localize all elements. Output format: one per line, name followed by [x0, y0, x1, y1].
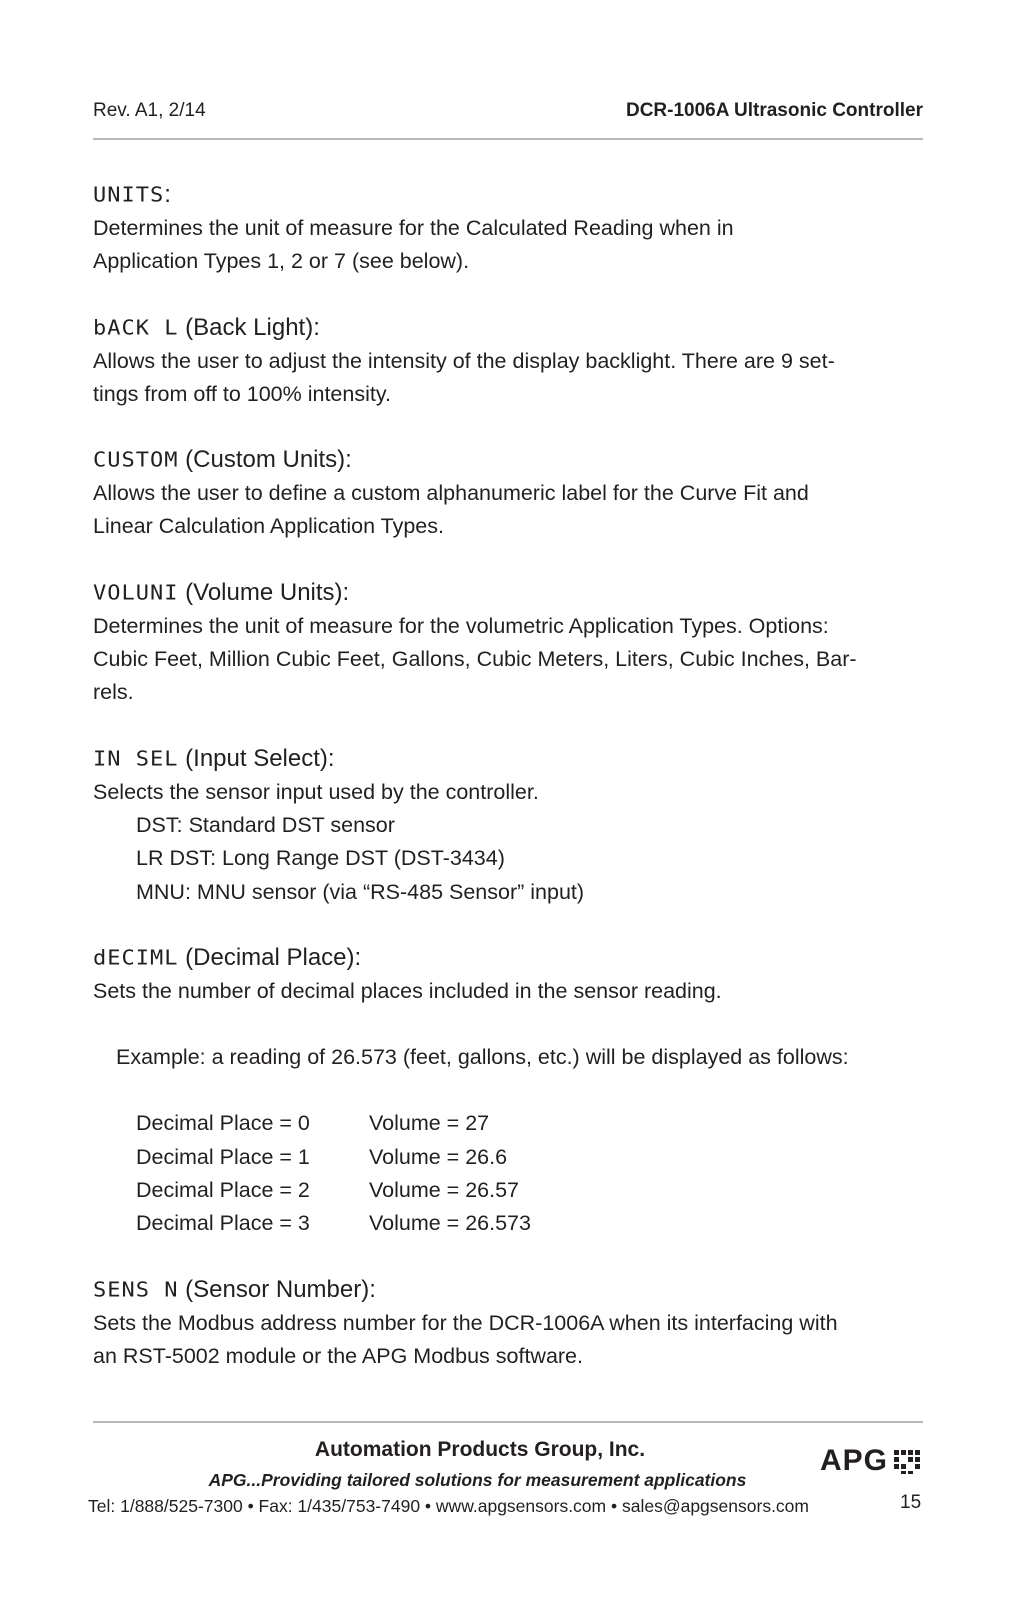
- option-item: DST: Standard DST sensor: [136, 812, 395, 837]
- lcd-code: IN SEL: [93, 747, 179, 771]
- body-line: Application Types 1, 2 or 7 (see below).: [93, 249, 470, 274]
- heading-suffix: (Volume Units):: [178, 578, 350, 606]
- spacer: [93, 1074, 923, 1107]
- section-heading: [93, 443, 923, 477]
- logo-text: APG: [820, 1444, 889, 1477]
- spacer: [93, 279, 923, 311]
- section-custom: [93, 443, 923, 544]
- section-body: [93, 975, 923, 1241]
- section-heading: [93, 311, 923, 345]
- section-body: [93, 345, 923, 412]
- section-backlight: [93, 311, 923, 412]
- volume-cell: Volume = 27: [369, 1111, 490, 1136]
- heading-suffix: (Input Select):: [178, 744, 335, 772]
- heading-suffix: (Back Light):: [178, 313, 320, 341]
- body-line: Cubic Feet, Million Cubic Feet, Gallons, Cubic Meters, Liters, Cubic Inches, Bar-: [93, 647, 857, 672]
- lcd-code: VOLUNI: [93, 581, 179, 605]
- decimal-place-cell: Decimal Place = 3: [136, 1211, 310, 1236]
- decimal-table-row: [93, 1207, 923, 1240]
- lcd-code: SENS N: [93, 1278, 179, 1302]
- body-line: Sets the number of decimal places included in the sensor reading.: [93, 978, 722, 1003]
- section-heading: [93, 1273, 923, 1307]
- decimal-table-row: [93, 1107, 923, 1140]
- section-heading: [93, 742, 923, 776]
- body-line: tings from off to 100% intensity.: [93, 381, 391, 406]
- body-line: an RST-5002 module or the APG Modbus software.: [93, 1343, 583, 1368]
- spacer: [93, 544, 923, 576]
- option-item: MNU: MNU sensor (via “RS-485 Sensor” input): [136, 879, 585, 904]
- volume-cell: Volume = 26.573: [369, 1211, 531, 1236]
- logo-grid-icon: [894, 1450, 922, 1474]
- lcd-code: CUSTOM: [93, 449, 179, 473]
- section-heading: [93, 941, 923, 975]
- heading-suffix: (Custom Units):: [178, 446, 352, 474]
- option-item: LR DST: Long Range DST (DST-3434): [136, 846, 505, 871]
- section-units: [93, 178, 923, 279]
- body-line: Determines the unit of measure for the Calculated Reading when in: [93, 216, 734, 240]
- header-divider: [93, 138, 923, 140]
- spacer: [93, 710, 923, 742]
- section-body: [93, 610, 923, 710]
- page-number: 15: [900, 1492, 922, 1513]
- heading-suffix: :: [164, 181, 171, 208]
- company-tagline: APG...Providing tailored solutions for measurement applications: [208, 1470, 747, 1490]
- decimal-place-cell: Decimal Place = 1: [136, 1144, 310, 1169]
- section-insel: [93, 742, 923, 909]
- heading-suffix: (Sensor Number):: [178, 1275, 376, 1303]
- body-line: Allows the user to adjust the intensity of the display backlight. There are 9 set-: [93, 348, 835, 373]
- body-line: Linear Calculation Application Types.: [93, 514, 444, 539]
- heading-suffix: (Decimal Place):: [178, 943, 362, 971]
- page-header: [93, 100, 923, 126]
- section-voluni: [93, 576, 923, 710]
- decimal-table-row: [93, 1174, 923, 1207]
- section-body: [93, 477, 923, 544]
- lcd-code: UNITS: [93, 184, 165, 208]
- contact-info: Tel: 1/888/525-7300 • Fax: 1/435/753-7490 • www.apgsensors.com • sales@apgsensors.com: [88, 1496, 809, 1516]
- page-footer: [0, 1438, 1036, 1528]
- body-line: Determines the unit of measure for the volumetric Application Types. Options:: [93, 613, 829, 638]
- lcd-code: dECIML: [93, 946, 179, 970]
- page-content: [93, 178, 923, 1373]
- spacer: [93, 411, 923, 443]
- example-line: Example: a reading of 26.573 (feet, gallons, etc.) will be displayed as follows:: [116, 1045, 849, 1070]
- decimal-table-row: [93, 1141, 923, 1174]
- body-line: Allows the user to define a custom alphanumeric label for the Curve Fit and: [93, 481, 809, 506]
- volume-cell: Volume = 26.6: [369, 1144, 508, 1169]
- section-body: [93, 776, 923, 909]
- spacer: [93, 1241, 923, 1273]
- body-line: rels.: [93, 680, 134, 705]
- decimal-place-cell: Decimal Place = 2: [136, 1178, 310, 1203]
- lcd-code: bACK L: [93, 316, 179, 340]
- body-line: Selects the sensor input used by the controller.: [93, 779, 539, 804]
- decimal-place-cell: Decimal Place = 0: [136, 1111, 310, 1136]
- company-name: Automation Products Group, Inc.: [314, 1438, 646, 1461]
- section-heading: [93, 178, 923, 212]
- section-body: [93, 1307, 923, 1374]
- footer-divider: [93, 1421, 923, 1423]
- section-decimal: [93, 941, 923, 1241]
- section-body: [93, 212, 923, 279]
- revision-label: Rev. A1, 2/14: [93, 100, 206, 121]
- product-title: DCR-1006A Ultrasonic Controller: [625, 100, 923, 121]
- volume-cell: Volume = 26.57: [369, 1178, 520, 1203]
- body-line: Sets the Modbus address number for the DCR-1006A when its interfacing with: [93, 1310, 838, 1335]
- spacer: [93, 909, 923, 941]
- section-sensn: [93, 1273, 923, 1374]
- apg-logo: [820, 1446, 924, 1480]
- section-heading: [93, 576, 923, 610]
- spacer: [93, 1008, 923, 1041]
